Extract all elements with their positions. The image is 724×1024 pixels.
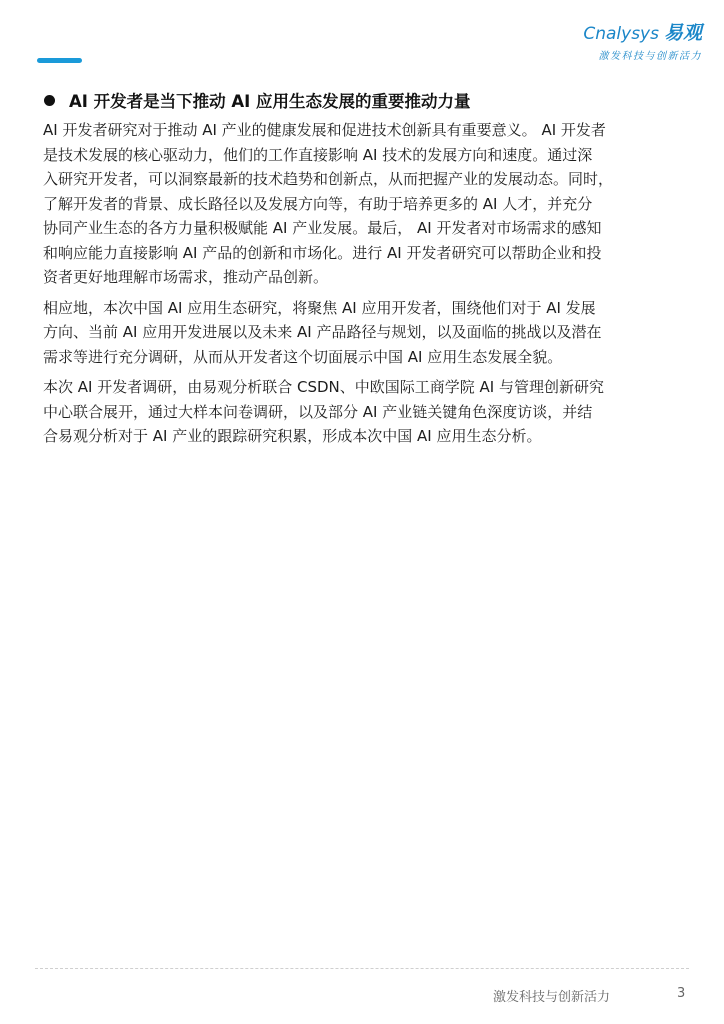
body-content [43, 118, 693, 455]
text-line: 了解开发者的背景、成长路径以及发展方向等，有助于培养更多的 AI 人才，并充分 [43, 194, 593, 213]
text-line: 本次 AI 开发者调研，由易观分析联合 CSDN、中欧国际工商学院 AI 与管理创新研究 [43, 378, 604, 396]
heading-text: AI 开发者是当下推动 AI 应用生态发展的重要推动力量 [69, 92, 471, 111]
text-line: 和响应能力直接影响 AI 产品的创新和市场化。进行 AI 开发者研究可以帮助企业和投 [43, 243, 602, 262]
text-line: AI 开发者研究对于推动 AI 产业的健康发展和促进技术创新具有重要意义。 AI 开发者 [43, 121, 606, 139]
footer-slogan: 激发科技与创新活力 [493, 990, 611, 1005]
footer-divider [35, 968, 689, 969]
logo-wordmark-en: Cnalysys [583, 24, 659, 44]
logo-slogan: 激发科技与创新活力 [598, 51, 702, 62]
text-line: 相应地，本次中国 AI 应用生态研究，将聚焦 AI 应用开发者，围绕他们对于 AI 发展 [43, 298, 596, 317]
text-line: 方向、当前 AI 应用开发进展以及未来 AI 产品路径与规划，以及面临的挑战以及潜在 [43, 323, 602, 341]
text-line: 资者更好地理解市场需求，推动产品创新。 [43, 268, 329, 286]
text-line: 合易观分析对于 AI 产业的跟踪研究积累，形成本次中国 AI 应用生态分析。 [43, 427, 542, 445]
text-line: 入研究开发者，可以洞察最新的技术趋势和创新点，从而把握产业的发展动态。同时， [43, 170, 614, 188]
brand-logo [552, 18, 702, 62]
bullet-icon [44, 95, 55, 106]
accent-bar [37, 58, 82, 63]
text-line: 协同产业生态的各方力量积极赋能 AI 产业发展。最后， AI 开发者对市场需求的感知 [43, 219, 602, 237]
paragraph-3 [43, 375, 693, 449]
section-heading [44, 88, 471, 112]
text-line: 是技术发展的核心驱动力，他们的工作直接影响 AI 技术的发展方向和速度。通过深 [43, 145, 593, 164]
text-line: 中心联合展开，通过大样本问卷调研，以及部分 AI 产业链关键角色深度访谈，并结 [43, 402, 593, 421]
page-number: 3 [677, 986, 686, 1001]
logo-wordmark-cn: 易观 [663, 22, 702, 44]
text-line: 需求等进行充分调研，从而从开发者这个切面展示中国 AI 应用生态发展全貌。 [43, 347, 563, 366]
paragraph-1 [43, 118, 693, 290]
paragraph-2 [43, 296, 693, 370]
